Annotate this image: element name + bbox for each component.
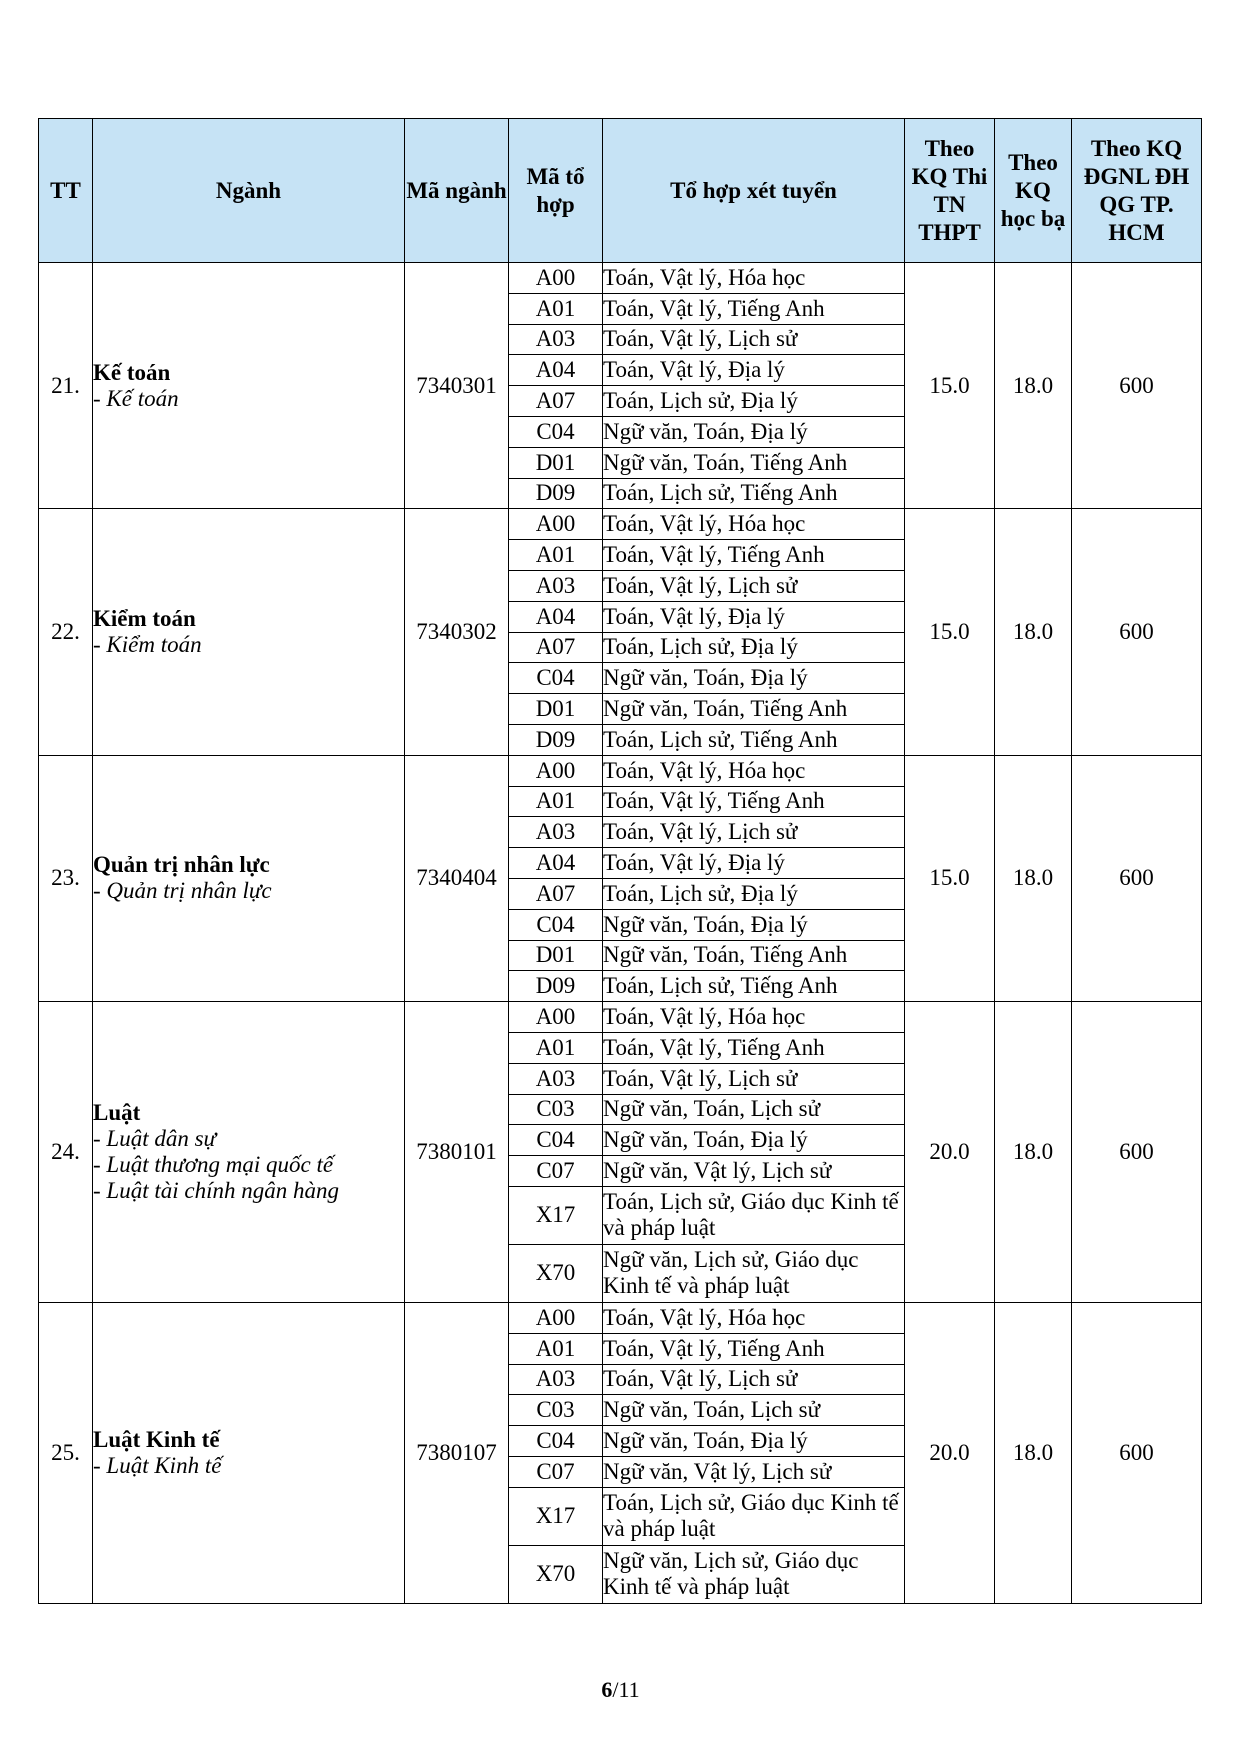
major-code: 7380101: [405, 1002, 509, 1303]
combo-code: A07: [509, 632, 603, 663]
combo-code: A01: [509, 1032, 603, 1063]
combo-subjects: Toán, Lịch sử, Tiếng Anh: [603, 478, 905, 509]
combo-subjects: Toán, Vật lý, Tiếng Anh: [603, 293, 905, 324]
score-dgnl: 600: [1072, 755, 1202, 1001]
combo-code: A01: [509, 293, 603, 324]
combo-code: C04: [509, 416, 603, 447]
score-hoc-ba: 18.0: [995, 1302, 1072, 1603]
combo-code: C04: [509, 1125, 603, 1156]
combo-subjects: Ngữ văn, Lịch sử, Giáo dục Kinh tế và pháp luật: [603, 1244, 905, 1302]
header-tt: TT: [39, 119, 93, 263]
combo-subjects: Toán, Vật lý, Lịch sử: [603, 1364, 905, 1395]
combo-code: X70: [509, 1244, 603, 1302]
table-row: [39, 755, 1202, 786]
score-hoc-ba: 18.0: [995, 1002, 1072, 1303]
combo-subjects: Toán, Vật lý, Tiếng Anh: [603, 1333, 905, 1364]
combo-code: C04: [509, 663, 603, 694]
combo-code: C07: [509, 1156, 603, 1187]
page-number: [0, 1677, 1241, 1703]
combo-code: A03: [509, 817, 603, 848]
combo-subjects: Ngữ văn, Toán, Địa lý: [603, 416, 905, 447]
table-row: [39, 509, 1202, 540]
page-current: 6: [601, 1677, 613, 1702]
score-dgnl: 600: [1072, 1302, 1202, 1603]
admission-table: [38, 118, 1202, 1604]
header-nganh: Ngành: [93, 119, 405, 263]
combo-code: A01: [509, 540, 603, 571]
combo-subjects: Toán, Vật lý, Tiếng Anh: [603, 786, 905, 817]
combo-subjects: Toán, Lịch sử, Tiếng Anh: [603, 971, 905, 1002]
table-row: [39, 263, 1202, 294]
score-hoc-ba: 18.0: [995, 755, 1072, 1001]
major-name: Kiểm toán: [93, 606, 196, 632]
combo-subjects: Ngữ văn, Toán, Địa lý: [603, 909, 905, 940]
specialization: - Kiểm toán: [93, 632, 202, 658]
combo-code: A03: [509, 324, 603, 355]
score-hoc-ba: 18.0: [995, 263, 1072, 509]
combo-code: D09: [509, 971, 603, 1002]
page-total: /11: [612, 1677, 640, 1702]
specialization: - Quản trị nhân lực: [93, 878, 272, 904]
major-code: 7340302: [405, 509, 509, 755]
combo-subjects: Toán, Lịch sử, Giáo dục Kinh tế và pháp luật: [603, 1186, 905, 1244]
combo-subjects: Toán, Vật lý, Lịch sử: [603, 1063, 905, 1094]
combo-code: C03: [509, 1395, 603, 1426]
combo-subjects: Ngữ văn, Toán, Tiếng Anh: [603, 447, 905, 478]
combo-subjects: Ngữ văn, Vật lý, Lịch sử: [603, 1456, 905, 1487]
combo-code: D01: [509, 940, 603, 971]
combo-subjects: Ngữ văn, Toán, Tiếng Anh: [603, 940, 905, 971]
row-number: 24.: [39, 1002, 93, 1303]
combo-subjects: Toán, Vật lý, Địa lý: [603, 355, 905, 386]
combo-code: C04: [509, 1426, 603, 1457]
major-name: Luật Kinh tế: [93, 1426, 220, 1452]
header-row: [39, 119, 1202, 263]
combo-code: X70: [509, 1545, 603, 1603]
score-thpt: 15.0: [905, 755, 995, 1001]
major-code: 7340301: [405, 263, 509, 509]
combo-subjects: Toán, Vật lý, Địa lý: [603, 601, 905, 632]
combo-subjects: Toán, Vật lý, Tiếng Anh: [603, 540, 905, 571]
combo-subjects: Toán, Lịch sử, Tiếng Anh: [603, 724, 905, 755]
score-dgnl: 600: [1072, 263, 1202, 509]
combo-code: A00: [509, 755, 603, 786]
combo-code: X17: [509, 1186, 603, 1244]
combo-subjects: Toán, Vật lý, Tiếng Anh: [603, 1032, 905, 1063]
combo-subjects: Ngữ văn, Toán, Lịch sử: [603, 1094, 905, 1125]
combo-subjects: Ngữ văn, Toán, Lịch sử: [603, 1395, 905, 1426]
combo-code: A03: [509, 1063, 603, 1094]
combo-subjects: Ngữ văn, Lịch sử, Giáo dục Kinh tế và pháp luật: [603, 1545, 905, 1603]
specialization: - Luật dân sự: [93, 1126, 217, 1152]
major-code: 7340404: [405, 755, 509, 1001]
score-thpt: 20.0: [905, 1002, 995, 1303]
combo-subjects: Toán, Vật lý, Hóa học: [603, 263, 905, 294]
combo-subjects: Toán, Lịch sử, Địa lý: [603, 878, 905, 909]
combo-subjects: Ngữ văn, Toán, Địa lý: [603, 1426, 905, 1457]
combo-code: A03: [509, 1364, 603, 1395]
score-hoc-ba: 18.0: [995, 509, 1072, 755]
combo-code: C07: [509, 1456, 603, 1487]
major-cell: [93, 1302, 405, 1603]
header-to-hop: Tổ hợp xét tuyển: [603, 119, 905, 263]
combo-code: D01: [509, 447, 603, 478]
combo-code: A04: [509, 601, 603, 632]
score-thpt: 15.0: [905, 263, 995, 509]
specialization: - Luật tài chính ngân hàng: [93, 1178, 339, 1204]
score-thpt: 20.0: [905, 1302, 995, 1603]
combo-subjects: Toán, Vật lý, Lịch sử: [603, 817, 905, 848]
score-dgnl: 600: [1072, 1002, 1202, 1303]
combo-code: A00: [509, 1002, 603, 1033]
combo-subjects: Ngữ văn, Toán, Tiếng Anh: [603, 694, 905, 725]
combo-code: A07: [509, 386, 603, 417]
combo-code: A01: [509, 786, 603, 817]
row-number: 25.: [39, 1302, 93, 1603]
combo-code: A04: [509, 848, 603, 879]
major-cell: [93, 755, 405, 1001]
header-ma-nganh: Mã ngành: [405, 119, 509, 263]
combo-code: D01: [509, 694, 603, 725]
combo-subjects: Toán, Vật lý, Hóa học: [603, 509, 905, 540]
score-dgnl: 600: [1072, 509, 1202, 755]
row-number: 21.: [39, 263, 93, 509]
header-ma-to-hop: Mã tổ hợp: [509, 119, 603, 263]
combo-subjects: Toán, Vật lý, Địa lý: [603, 848, 905, 879]
major-name: Kế toán: [93, 359, 171, 385]
major-cell: [93, 263, 405, 509]
specialization: - Luật Kinh tế: [93, 1452, 222, 1478]
combo-code: A04: [509, 355, 603, 386]
table-body: [39, 263, 1202, 1604]
row-number: 22.: [39, 509, 93, 755]
header-dgnl: Theo KQ ĐGNL ĐH QG TP. HCM: [1072, 119, 1202, 263]
major-name: Quản trị nhân lực: [93, 852, 270, 878]
score-thpt: 15.0: [905, 509, 995, 755]
combo-subjects: Ngữ văn, Toán, Địa lý: [603, 1125, 905, 1156]
table-row: [39, 1302, 1202, 1333]
major-cell: [93, 509, 405, 755]
combo-subjects: Toán, Vật lý, Hóa học: [603, 1002, 905, 1033]
combo-subjects: Toán, Vật lý, Hóa học: [603, 755, 905, 786]
combo-code: D09: [509, 724, 603, 755]
combo-subjects: Toán, Vật lý, Lịch sử: [603, 570, 905, 601]
major-name: Luật: [93, 1100, 141, 1126]
row-number: 23.: [39, 755, 93, 1001]
combo-subjects: Toán, Lịch sử, Giáo dục Kinh tế và pháp luật: [603, 1487, 905, 1545]
combo-code: C03: [509, 1094, 603, 1125]
combo-subjects: Ngữ văn, Vật lý, Lịch sử: [603, 1156, 905, 1187]
combo-subjects: Toán, Vật lý, Lịch sử: [603, 324, 905, 355]
specialization: - Kế toán: [93, 385, 179, 411]
table-row: [39, 1002, 1202, 1033]
major-code: 7380107: [405, 1302, 509, 1603]
combo-code: A00: [509, 509, 603, 540]
major-cell: [93, 1002, 405, 1303]
combo-code: C04: [509, 909, 603, 940]
combo-code: X17: [509, 1487, 603, 1545]
header-thpt: Theo KQ Thi TN THPT: [905, 119, 995, 263]
combo-code: A00: [509, 263, 603, 294]
specialization: - Luật thương mại quốc tế: [93, 1152, 334, 1178]
combo-subjects: Ngữ văn, Toán, Địa lý: [603, 663, 905, 694]
combo-subjects: Toán, Lịch sử, Địa lý: [603, 386, 905, 417]
combo-code: A01: [509, 1333, 603, 1364]
combo-subjects: Toán, Lịch sử, Địa lý: [603, 632, 905, 663]
combo-code: D09: [509, 478, 603, 509]
header-hoc-ba: Theo KQ học bạ: [995, 119, 1072, 263]
combo-code: A00: [509, 1302, 603, 1333]
combo-code: A07: [509, 878, 603, 909]
combo-code: A03: [509, 570, 603, 601]
combo-subjects: Toán, Vật lý, Hóa học: [603, 1302, 905, 1333]
